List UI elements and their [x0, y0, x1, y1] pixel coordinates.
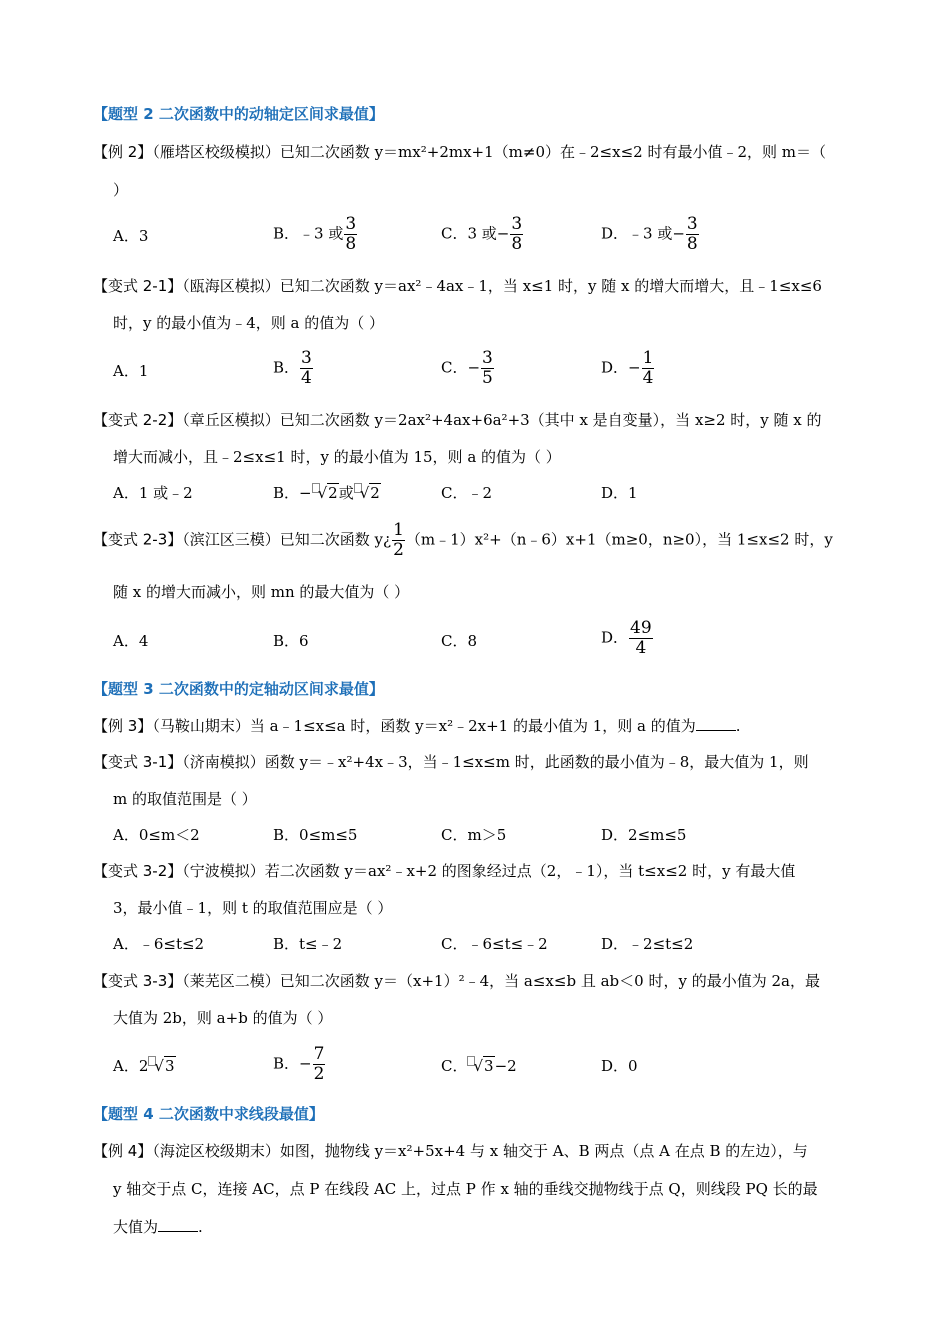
- example-3-tag: 【例 3】: [93, 717, 153, 735]
- example-2-line1: [93, 142, 826, 162]
- option-c-prefix: C．−: [441, 358, 481, 377]
- period: .: [198, 1218, 203, 1236]
- variant-3-1-line2: m 的取值范围是（ ）: [113, 790, 257, 808]
- fraction: [300, 349, 313, 388]
- variant-2-2-line2: 增大而减小，且﹣2≤x≤1 时，y 的最小值为 15，则 a 的值为（ ）: [113, 448, 561, 466]
- numerator: 3: [686, 214, 698, 234]
- missing-glyph-icon: [467, 1056, 475, 1066]
- variant-2-2-option-c: C．﹣2: [441, 484, 493, 502]
- variant-3-3-option-d: D．0: [601, 1057, 638, 1075]
- option-a-prefix: A．2: [113, 1057, 149, 1075]
- radicand: 3: [484, 1057, 494, 1075]
- denominator: 4: [301, 368, 312, 388]
- section-heading-4: 【题型 4 二次函数中求线段最值】: [93, 1105, 324, 1123]
- variant-2-1-option-b: [273, 349, 314, 388]
- example-4-text: （海淀区校级期末）如图，抛物线 y＝x²+5x+4 与 x 轴交于 A、B 两点（点 A 在点 B 的左边），与: [152, 1142, 808, 1160]
- or-word: 或: [338, 484, 354, 502]
- denominator: 4: [635, 638, 647, 658]
- variant-2-2-option-b: B．− √2或 √2: [273, 484, 380, 502]
- denominator: 2: [313, 1064, 325, 1084]
- variant-2-3-option-d: [601, 619, 654, 658]
- example-2-text: （雁塔区校级模拟）已知二次函数 y＝mx²+2mx+1（m≠0）在﹣2≤x≤2 时有最小值﹣2，则 m＝（: [152, 143, 826, 161]
- variant-2-2-text: （章丘区模拟）已知二次函数 y＝2ax²+4ax+6a²+3（其中 x 是自变量），当 x≥2 时，y 随 x 的: [182, 411, 822, 429]
- example-2-line2: ）: [113, 181, 129, 199]
- denominator: 8: [345, 234, 357, 254]
- variant-2-1-text: （瓯海区模拟）已知二次函数 y＝ax²﹣4ax﹣1，当 x≤1 时，y 随 x 的增大而增大，且﹣1≤x≤6: [182, 277, 822, 295]
- section-heading-3: 【题型 3 二次函数中的定轴动区间求最值】: [93, 680, 384, 698]
- missing-glyph-icon: [354, 483, 362, 493]
- variant-3-2-option-a: A．﹣6≤t≤2: [113, 935, 205, 953]
- fraction: [629, 619, 653, 658]
- fraction: [392, 521, 405, 560]
- variant-3-3-option-c: C． √3−2: [441, 1057, 517, 1075]
- radicand: 3: [164, 1057, 175, 1075]
- fraction: [481, 349, 494, 388]
- answer-blank[interactable]: [696, 716, 736, 731]
- example-4-line2: y 轴交于点 C，连接 AC，点 P 在线段 AC 上，过点 P 作 x 轴的垂线交抛物线于点 Q，则线段 PQ 长的最: [113, 1180, 818, 1198]
- fraction: [510, 215, 523, 254]
- numerator: 49: [630, 618, 652, 638]
- variant-3-3-option-b: [273, 1045, 326, 1084]
- fraction: [642, 349, 655, 388]
- variant-3-1-line1: [93, 752, 809, 772]
- variant-3-1-option-b: B．0≤m≤5: [273, 826, 358, 844]
- denominator: 4: [642, 368, 654, 388]
- example-4-text-pre: 大值为: [113, 1218, 159, 1236]
- example-4-line1: [93, 1141, 808, 1161]
- example-2-option-c: [441, 215, 524, 254]
- variant-3-1-text: （济南模拟）函数 y＝﹣x²+4x﹣3，当﹣1≤x≤m 时，此函数的最小值为﹣8，最大值为 1，则: [182, 753, 809, 771]
- variant-2-3-option-a: A．4: [113, 632, 149, 650]
- denominator: 8: [511, 234, 523, 254]
- option-c-prefix: C．3 或−: [441, 224, 510, 243]
- variant-2-3-tag: 【变式 2-3】: [93, 530, 183, 549]
- example-2-tag: 【例 2】: [93, 143, 153, 161]
- variant-2-2-option-a: A．1 或﹣2: [113, 484, 193, 502]
- option-c-suffix: −2: [494, 1057, 517, 1075]
- variant-3-2-line2: 3，最小值﹣1，则 t 的取值范围应是（ ）: [113, 899, 393, 917]
- example-3-text: （马鞍山期末）当 a﹣1≤x≤a 时，函数 y＝x²﹣2x+1 的最小值为 1，则 a 的值为: [152, 717, 696, 735]
- option-d-prefix: D．−: [601, 358, 641, 377]
- variant-2-2-option-d: D．1: [601, 484, 638, 502]
- option-b-prefix: B．−: [273, 484, 312, 502]
- variant-3-3-tag: 【变式 3-3】: [93, 972, 183, 990]
- option-d-prefix: D．: [601, 628, 629, 647]
- option-c-prefix: C．: [441, 1057, 468, 1075]
- period: .: [735, 717, 741, 735]
- example-2-option-a: A．3: [113, 227, 149, 245]
- variant-3-2-option-d: D．﹣2≤t≤2: [601, 935, 694, 953]
- denominator: 8: [686, 234, 698, 254]
- denominator: 5: [482, 368, 493, 388]
- example-3-line1: [93, 716, 741, 736]
- variant-2-1-tag: 【变式 2-1】: [93, 277, 183, 295]
- variant-2-3-line2: 随 x 的增大而减小，则 mn 的最大值为（ ）: [113, 583, 410, 601]
- variant-3-3-line2: 大值为 2b，则 a+b 的值为（ ）: [113, 1009, 333, 1027]
- option-b-prefix: B．: [273, 358, 300, 377]
- option-b-prefix: B．﹣3 或: [273, 224, 344, 243]
- fraction: [344, 215, 357, 254]
- fraction: [313, 1045, 326, 1084]
- example-4-line3: [113, 1217, 203, 1237]
- numerator: 3: [345, 214, 357, 234]
- variant-2-1-option-c: [441, 349, 495, 388]
- missing-glyph-icon: [312, 483, 320, 493]
- variant-2-1-line1: [93, 276, 822, 296]
- variant-2-3-text-pre: （滨江区三模）已知二次函数 y¿: [182, 530, 392, 549]
- variant-2-3-line1: [93, 521, 833, 560]
- variant-2-2-tag: 【变式 2-2】: [93, 411, 183, 429]
- numerator: 3: [482, 348, 493, 368]
- variant-3-1-option-a: A．0≤m＜2: [113, 826, 200, 844]
- numerator: 1: [393, 520, 404, 540]
- variant-3-1-option-c: C．m＞5: [441, 826, 507, 844]
- variant-3-1-tag: 【变式 3-1】: [93, 753, 183, 771]
- variant-3-1-option-d: D．2≤m≤5: [601, 826, 687, 844]
- variant-2-1-option-a: A．1: [113, 362, 149, 380]
- variant-3-2-text: （宁波模拟）若二次函数 y＝ax²﹣x+2 的图象经过点（2，﹣1），当 t≤x≤2 时，y 有最大值: [182, 862, 796, 880]
- variant-3-3-line1: [93, 971, 820, 991]
- example-2-option-b: [273, 215, 358, 254]
- missing-glyph-icon: [148, 1056, 156, 1066]
- variant-3-2-option-c: C．﹣6≤t≤﹣2: [441, 935, 548, 953]
- variant-3-2-tag: 【变式 3-2】: [93, 862, 183, 880]
- variant-2-1-line2: 时，y 的最小值为﹣4，则 a 的值为（ ）: [113, 314, 385, 332]
- variant-3-3-text: （莱芜区二模）已知二次函数 y＝（x+1）²﹣4，当 a≤x≤b 且 ab＜0 时，y 的最小值为 2a，最: [182, 972, 820, 990]
- radicand: 2: [328, 484, 338, 502]
- numerator: 3: [511, 214, 523, 234]
- option-d-prefix: D．﹣3 或−: [601, 224, 685, 243]
- numerator: 3: [301, 348, 312, 368]
- variant-2-3-option-c: C．8: [441, 632, 478, 650]
- variant-2-3-option-b: B．6: [273, 632, 309, 650]
- example-2-option-d: [601, 215, 700, 254]
- variant-3-2-line1: [93, 861, 795, 881]
- numerator: 1: [642, 348, 654, 368]
- fraction: [686, 215, 699, 254]
- example-4-tag: 【例 4】: [93, 1142, 153, 1160]
- variant-3-2-option-b: B．t≤﹣2: [273, 935, 343, 953]
- numerator: 7: [313, 1044, 325, 1064]
- option-b-prefix: B．−: [273, 1054, 312, 1073]
- section-heading-2: 【题型 2 二次函数中的动轴定区间求最值】: [93, 105, 384, 123]
- variant-2-1-option-d: [601, 349, 655, 388]
- answer-blank[interactable]: [158, 1217, 198, 1232]
- radicand: 2: [370, 484, 380, 502]
- variant-2-2-line1: [93, 410, 822, 430]
- denominator: 2: [393, 540, 404, 560]
- variant-2-3-text-post: （m﹣1）x²+（n﹣6）x+1（m≥0，n≥0），当 1≤x≤2 时，y: [405, 530, 833, 549]
- variant-3-3-option-a: A．2 √3: [113, 1057, 175, 1075]
